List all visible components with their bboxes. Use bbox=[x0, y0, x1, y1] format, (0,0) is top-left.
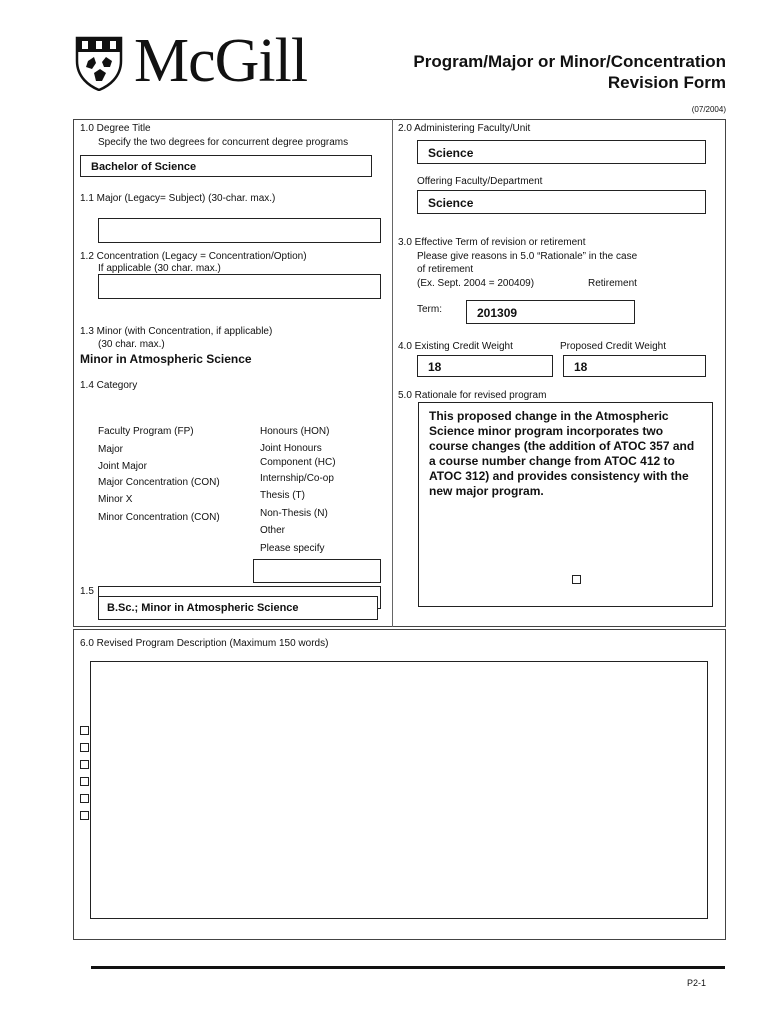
side-checkbox-2[interactable] bbox=[80, 743, 89, 752]
category-option-honours[interactable]: Honours (HON) bbox=[260, 426, 330, 437]
side-checkbox-4[interactable] bbox=[80, 777, 89, 786]
column-divider bbox=[392, 119, 393, 627]
side-checkbox-6[interactable] bbox=[80, 811, 89, 820]
degree-title-hint: Specify the two degrees for concurrent degree programs bbox=[98, 137, 349, 148]
effective-term-hint1: Please give reasons in 5.0 “Rationale” in the case bbox=[417, 251, 638, 262]
effective-term-example: (Ex. Sept. 2004 = 200409) bbox=[417, 278, 535, 289]
form-version: (07/2004) bbox=[691, 105, 726, 114]
category-option-fp[interactable]: Faculty Program (FP) bbox=[98, 426, 194, 437]
program-name-label: 1.5 bbox=[80, 586, 94, 597]
existing-credit-field[interactable] bbox=[417, 355, 553, 377]
category-option-major[interactable]: Major bbox=[98, 444, 124, 455]
category-option-non-thesis[interactable]: Non-Thesis (N) bbox=[260, 508, 328, 519]
degree-title-value: Bachelor of Science bbox=[91, 161, 197, 173]
program-name-value: B.Sc.; Minor in Atmospheric Science bbox=[107, 602, 299, 614]
degree-title-label: 1.0 Degree Title bbox=[80, 123, 151, 134]
term-value: 201309 bbox=[477, 306, 518, 320]
concentration-label: 1.2 Concentration (Legacy = Concentration/Option) bbox=[80, 251, 307, 262]
form-title-line1: Program/Major or Minor/Concentration bbox=[413, 52, 726, 71]
mcgill-crest-logo bbox=[74, 35, 124, 91]
revised-description-field[interactable] bbox=[90, 661, 708, 919]
minor-value: Minor in Atmospheric Science bbox=[80, 352, 252, 366]
effective-term-hint2: of retirement bbox=[417, 264, 474, 275]
rationale-label: 5.0 Rationale for revised program bbox=[398, 390, 547, 401]
category-option-joint-major[interactable]: Joint Major bbox=[98, 461, 147, 472]
logo-wordmark: McGill bbox=[134, 27, 308, 95]
offering-faculty-label: Offering Faculty/Department bbox=[417, 176, 543, 187]
revised-description-label: 6.0 Revised Program Description (Maximum 150 words) bbox=[80, 638, 329, 649]
category-option-minor-x[interactable]: Minor X bbox=[98, 494, 133, 505]
side-checkbox-1[interactable] bbox=[80, 726, 89, 735]
concentration-field[interactable] bbox=[98, 274, 381, 299]
form-title-line2: Revision Form bbox=[607, 73, 726, 92]
concentration-hint: If applicable (30 char. max.) bbox=[98, 263, 221, 274]
category-option-internship[interactable]: Internship/Co-op bbox=[260, 473, 334, 484]
page-number: P2-1 bbox=[686, 978, 706, 988]
retirement-option[interactable]: Retirement bbox=[588, 278, 637, 289]
degree-title-field[interactable] bbox=[80, 155, 372, 177]
existing-credit-label: 4.0 Existing Credit Weight bbox=[398, 341, 513, 352]
proposed-credit-field[interactable] bbox=[563, 355, 706, 377]
offering-faculty-field[interactable] bbox=[417, 190, 706, 214]
category-please-specify: Please specify bbox=[260, 543, 325, 554]
term-field[interactable] bbox=[466, 300, 635, 324]
minor-label: 1.3 Minor (with Concentration, if applicable) bbox=[80, 326, 273, 337]
minor-hint: (30 char. max.) bbox=[98, 339, 165, 350]
category-option-major-concentration[interactable]: Major Concentration (CON) bbox=[98, 477, 220, 488]
category-option-minor-concentration[interactable]: Minor Concentration (CON) bbox=[98, 512, 220, 523]
program-name-field[interactable] bbox=[98, 596, 378, 620]
existing-credit-value: 18 bbox=[428, 360, 442, 374]
offering-faculty-value: Science bbox=[428, 196, 474, 210]
proposed-credit-label: Proposed Credit Weight bbox=[560, 341, 666, 352]
category-label: 1.4 Category bbox=[80, 380, 138, 391]
rationale-checkbox[interactable] bbox=[572, 575, 581, 584]
rationale-text: This proposed change in the Atmospheric Science minor program incorporates two course changes (the addition of ATOC 357 and a course number change from ATOC 412 to ATOC 312) and provides consistency with the new major program. bbox=[429, 409, 695, 498]
proposed-credit-value: 18 bbox=[574, 360, 588, 374]
category-option-thesis[interactable]: Thesis (T) bbox=[260, 490, 305, 501]
side-checkbox-3[interactable] bbox=[80, 760, 89, 769]
admin-faculty-value: Science bbox=[428, 146, 474, 160]
term-label: Term: bbox=[417, 304, 442, 315]
side-checkbox-5[interactable] bbox=[80, 794, 89, 803]
footer-rule bbox=[91, 966, 725, 969]
category-option-component[interactable]: Component (HC) bbox=[260, 457, 336, 468]
admin-faculty-field[interactable] bbox=[417, 140, 706, 164]
effective-term-label: 3.0 Effective Term of revision or retirement bbox=[398, 237, 586, 248]
major-field[interactable] bbox=[98, 218, 381, 243]
category-other-field[interactable] bbox=[253, 559, 381, 583]
category-option-other[interactable]: Other bbox=[260, 525, 286, 536]
rationale-field[interactable] bbox=[418, 402, 713, 607]
category-option-joint-honours[interactable]: Joint Honours bbox=[260, 443, 322, 454]
major-label: 1.1 Major (Legacy= Subject) (30-char. max.) bbox=[80, 193, 276, 204]
admin-faculty-label: 2.0 Administering Faculty/Unit bbox=[398, 123, 531, 134]
